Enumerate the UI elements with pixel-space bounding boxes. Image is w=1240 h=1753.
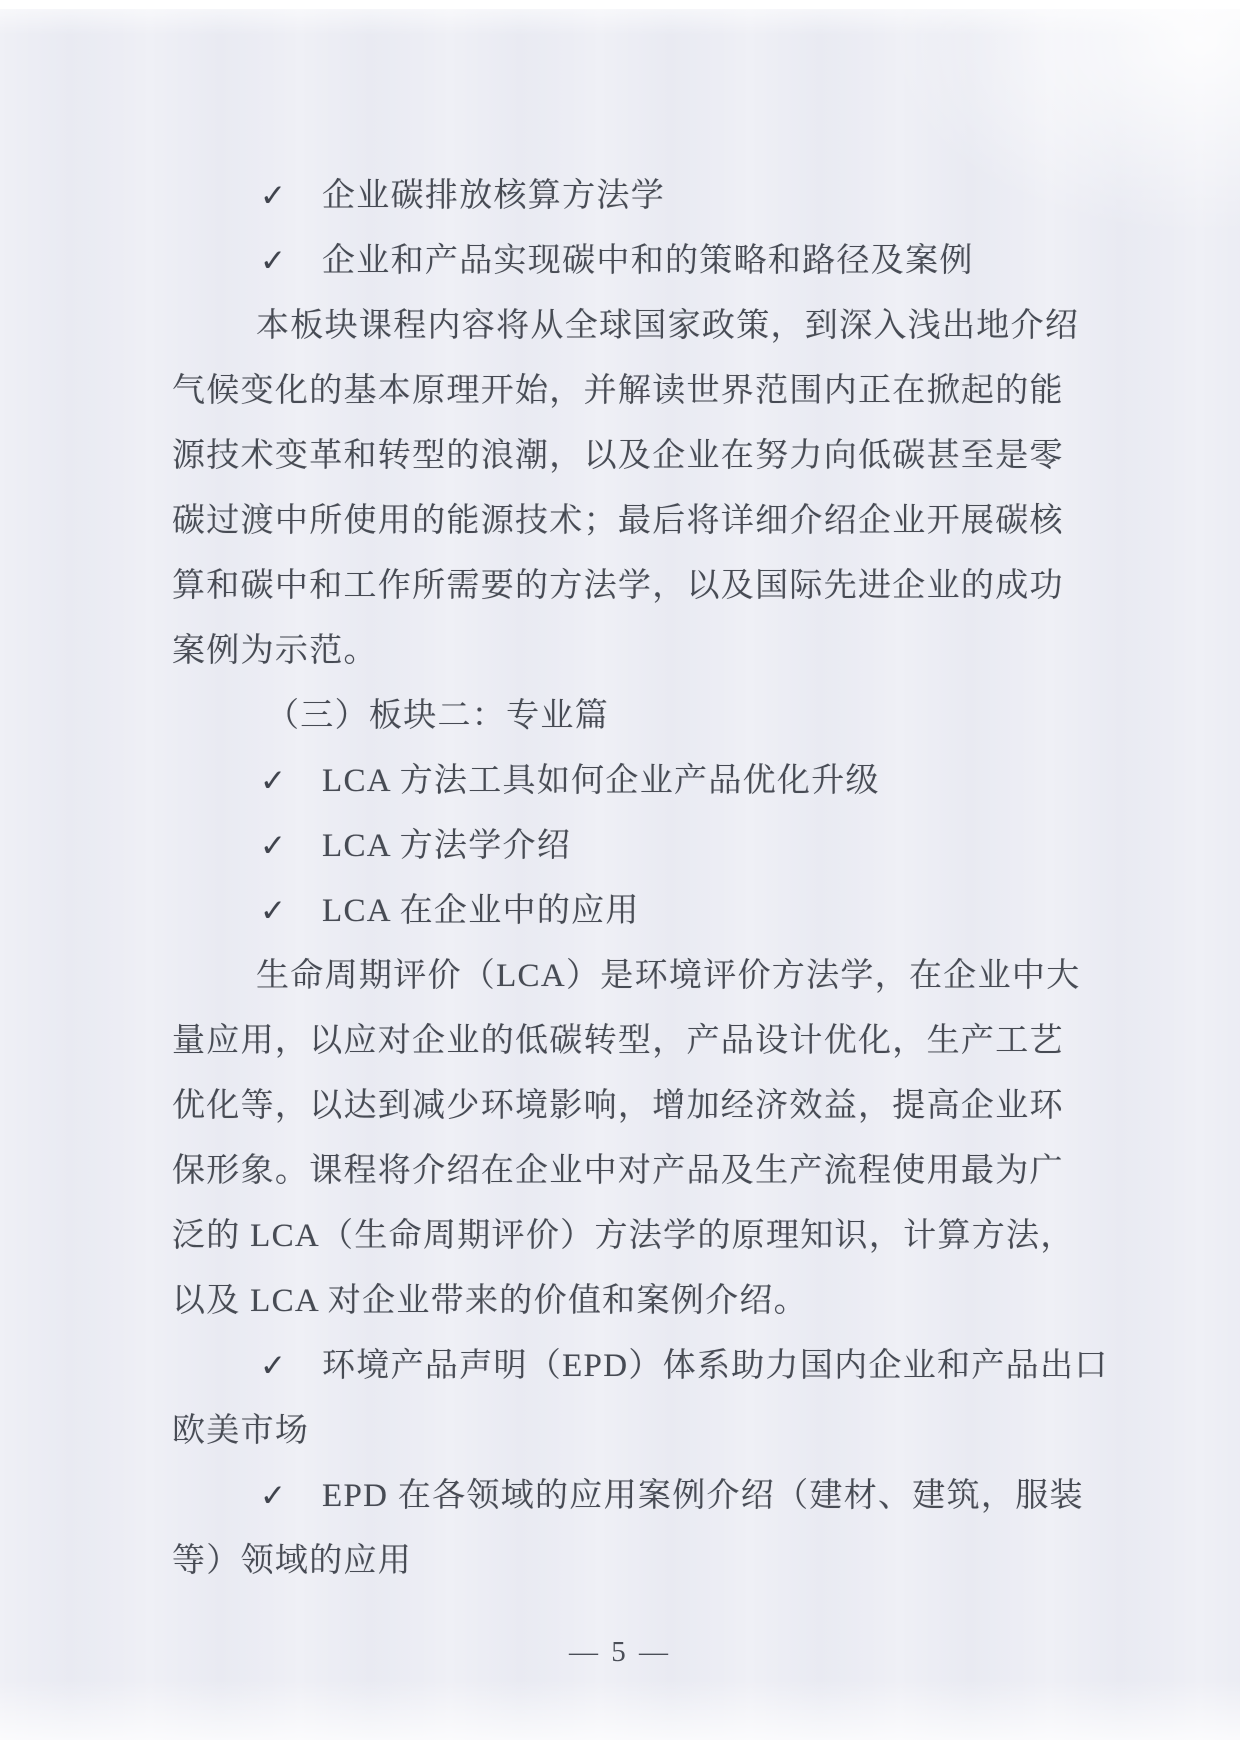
bullet-item (172, 1334, 1109, 1399)
paragraph-line: 欧美市场 (172, 1413, 310, 1449)
paragraph-line: 量应用，以应对企业的低碳转型，产品设计优化，生产工艺 (172, 1023, 1064, 1059)
bullet-item (172, 749, 1102, 814)
paragraph-line: 算和碳中和工作所需要的方法学，以及国际先进企业的成功 (172, 568, 1064, 604)
paragraph-line: 保形象。课程将介绍在企业中对产品及生产流程使用最为广 (172, 1153, 1064, 1189)
bullet-text: LCA 方法学介绍 (322, 828, 572, 864)
bullet-text: EPD 在各领域的应用案例介绍（建材、建筑，服装 (322, 1478, 1084, 1514)
bullet-item (172, 164, 1102, 229)
paragraph-line: 等）领域的应用 (172, 1543, 413, 1579)
checkmark-icon: ✓ (260, 178, 286, 214)
bullet-item (172, 879, 1102, 944)
paragraph-line: 本板块课程内容将从全球国家政策，到深入浅出地介绍 (256, 308, 1080, 344)
document-content (172, 164, 1109, 1594)
checkmark-icon: ✓ (260, 763, 286, 799)
bullet-item (172, 814, 1102, 879)
bullet-text: 环境产品声明（EPD）体系助力国内企业和产品出口 (322, 1348, 1109, 1384)
paragraph-line: 以及 LCA 对企业带来的价值和案例介绍。 (172, 1283, 808, 1319)
section-heading: （三）板块二：专业篇 (266, 698, 609, 734)
bullet-item (172, 229, 1102, 294)
paragraph-line: 案例为示范。 (172, 633, 378, 669)
paper-background (0, 9, 1240, 1740)
bullet-text: LCA 方法工具如何企业产品优化升级 (322, 763, 880, 799)
checkmark-icon: ✓ (260, 1348, 286, 1384)
bullet-text: 企业和产品实现碳中和的策略和路径及案例 (322, 243, 974, 279)
bullet-item (172, 1464, 1102, 1529)
checkmark-icon: ✓ (260, 893, 286, 929)
paragraph-line: 碳过渡中所使用的能源技术；最后将详细介绍企业开展碳核 (172, 503, 1064, 539)
paragraph-line: 气候变化的基本原理开始，并解读世界范围内正在掀起的能 (172, 373, 1064, 409)
bullet-text: LCA 在企业中的应用 (322, 893, 640, 929)
paragraph-line: 源技术变革和转型的浪潮，以及企业在努力向低碳甚至是零 (172, 438, 1064, 474)
paragraph-line: 优化等，以达到减少环境影响，增加经济效益，提高企业环 (172, 1088, 1064, 1124)
paragraph-line: 泛的 LCA（生命周期评价）方法学的原理知识，计算方法， (172, 1218, 1075, 1254)
checkmark-icon: ✓ (260, 1478, 286, 1514)
page-number: — 5 — (569, 1636, 671, 1668)
checkmark-icon: ✓ (260, 243, 286, 279)
bullet-text: 企业碳排放核算方法学 (322, 178, 665, 214)
checkmark-icon: ✓ (260, 828, 286, 864)
paragraph-line: 生命周期评价（LCA）是环境评价方法学，在企业中大 (256, 958, 1081, 994)
